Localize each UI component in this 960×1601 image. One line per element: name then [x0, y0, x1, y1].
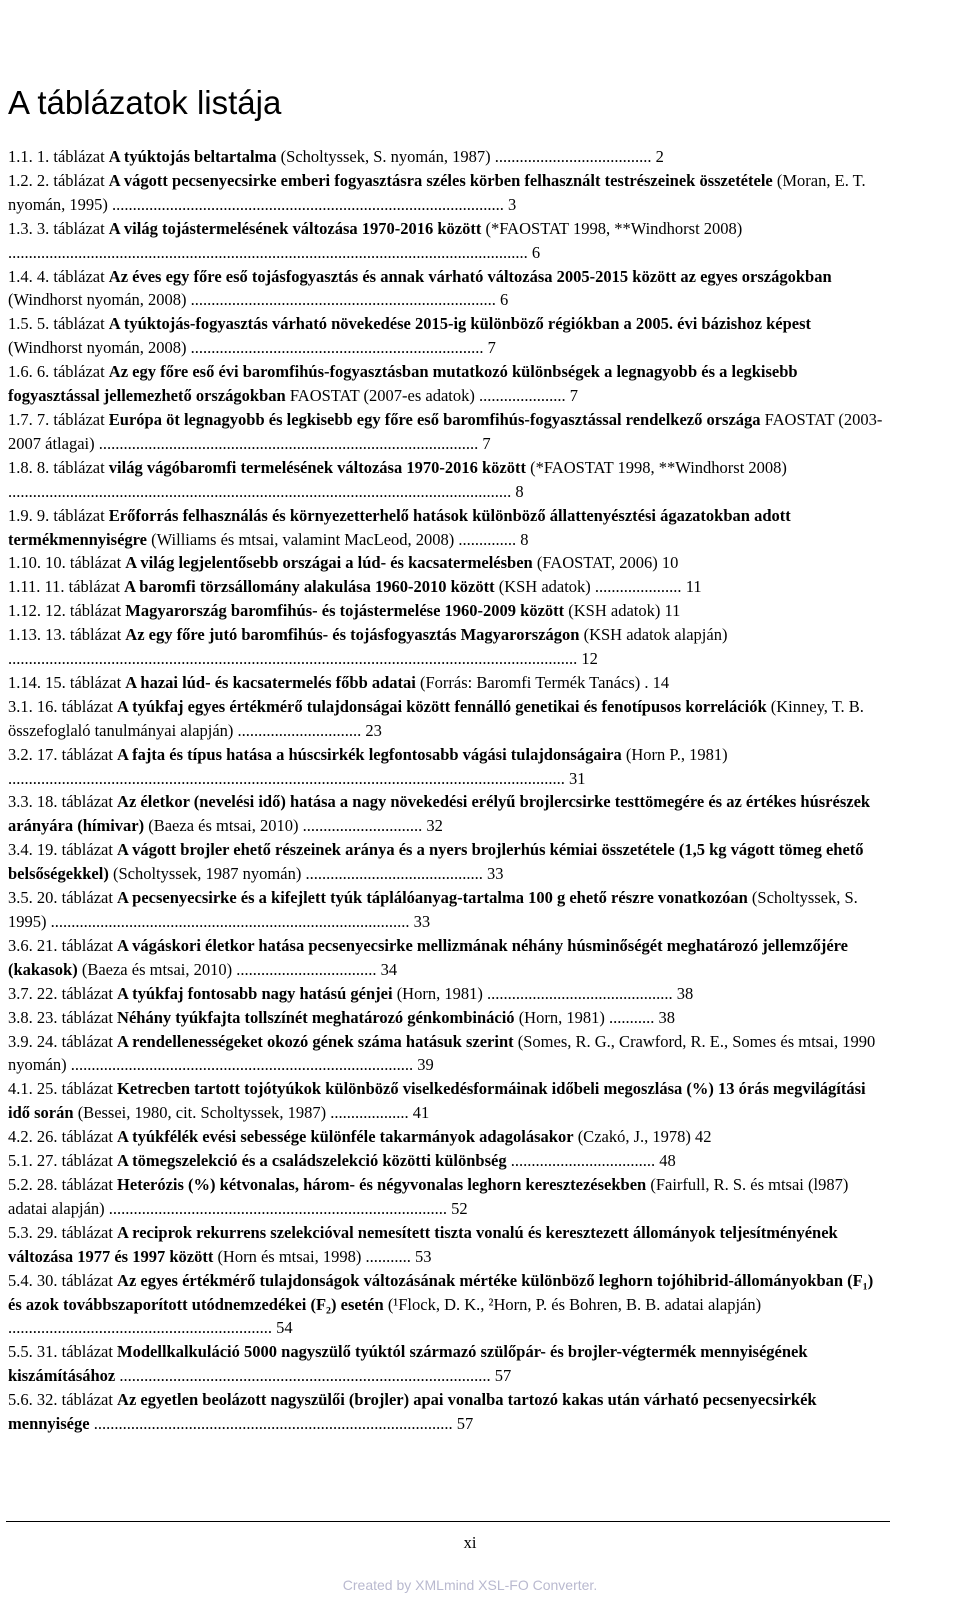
entry-page: 32 [422, 816, 443, 836]
entry-number: 1.7. 7. táblázat [8, 409, 109, 429]
entry-page: 8 [511, 481, 524, 501]
entry-reference: (Moran, E. T. nyomán, 1995) ............................................................................................... [8, 170, 866, 214]
entry-page: 54 [272, 1318, 293, 1338]
entry-title: A világ tojástermelésének változása 1970-2016 között [108, 218, 482, 238]
entry-title: Heterózis (%) kétvonalas, három- és négyvonalas leghorn keresztezésekben [117, 1174, 647, 1194]
page-number: xi [463, 1533, 477, 1552]
toc-entry[interactable] [8, 886, 888, 934]
entry-reference: (Williams és mtsai, valamint MacLeod, 2008) .............. [147, 529, 517, 549]
entry-number: 1.14. 15. táblázat [8, 672, 126, 692]
entry-number: 4.2. 26. táblázat [8, 1127, 118, 1147]
entry-title: A vágott brojler ehető részeinek aránya és a nyers brojlerhús kémiai összetétele (1,5 kg vágott tömeg ehető belsőségekkel) [8, 840, 864, 884]
entry-reference: ....................................................................................... [89, 1414, 453, 1434]
entry-number: 1.6. 6. táblázat [8, 362, 109, 382]
entry-title: A rendellenességeket okozó gének száma hatásuk szerint [117, 1031, 514, 1051]
entry-reference: (KSH adatok) ..................... [494, 577, 682, 597]
entry-reference: (¹Flock, D. K., ²Horn, P. és Bohren, B. B. adatai alapján) ................................................................ [8, 1294, 762, 1338]
entry-number: 3.6. 21. táblázat [8, 935, 118, 955]
entry-title: Ketrecben tartott tojótyúkok különböző viselkedésformáinak időbeli megoszlása (%) 13 órás megvilágítási idő során [8, 1079, 866, 1123]
entry-page: 39 [413, 1055, 434, 1075]
entry-page: 6 [495, 290, 509, 310]
entry-page: 52 [447, 1198, 468, 1218]
entry-page: 33 [482, 864, 504, 884]
toc-entry[interactable] [8, 575, 888, 599]
entry-title: A világ legjelentősebb országai a lúd- és kacsatermelésben [125, 553, 533, 573]
entry-number: 5.3. 29. táblázat [8, 1222, 118, 1242]
entry-number: 4.1. 25. táblázat [8, 1079, 118, 1099]
entry-title: A tyúkfaj fontosabb nagy hatású génjei [117, 983, 393, 1003]
entry-page: 57 [490, 1366, 512, 1386]
toc-entry[interactable] [8, 265, 888, 313]
entry-page: 7 [565, 386, 579, 406]
entry-page: 23 [361, 720, 382, 740]
entry-reference: (Bessei, 1980, cit. Scholtyssek, 1987) ................... [73, 1103, 409, 1123]
toc-entry[interactable] [8, 360, 888, 408]
entry-title: A vágott pecsenyecsirke emberi fogyasztásra széles körben felhasznált testrészeinek összetétele [108, 170, 773, 190]
entry-reference: (Windhorst nyomán, 2008) .......................................................................... [8, 290, 496, 310]
entry-reference: (FAOSTAT, 2006) [532, 553, 658, 573]
entry-number: 1.1. 1. táblázat [8, 147, 109, 166]
entry-title: Az egyetlen beolázott nagyszülői (brojler) apai vonalba tartozó kakas után várható pecsenyecsirkék mennyisége [8, 1390, 817, 1434]
entry-page: 14 [648, 672, 670, 692]
toc-entry[interactable] [8, 551, 888, 575]
entry-reference: (Scholtyssek, S. 1995) ....................................................................................... [8, 888, 858, 931]
entry-number: 3.4. 19. táblázat [8, 840, 118, 860]
entry-title: A tyúkfaj egyes értékmérő tulajdonságai között fennálló genetikai és fenotípusos korrelációk [117, 696, 767, 716]
entry-title: A pecsenyecsirke és a kifejlett tyúk táplálóanyag-tartalma 100 g ehető részre vonatkozóan [117, 888, 748, 908]
entry-number: 1.2. 2. táblázat [8, 170, 109, 190]
entry-number: 5.4. 30. táblázat [8, 1270, 118, 1290]
entry-reference: (Kinney, T. B. összefoglaló tanulmányai alapján) .............................. [8, 696, 864, 740]
toc-entry[interactable] [8, 217, 888, 265]
entry-reference: .......................................................................................... [115, 1366, 491, 1386]
table-list [8, 145, 888, 1436]
entry-title: A baromfi törzsállomány alakulása 1960-2010 között [124, 577, 495, 597]
entry-number: 1.8. 8. táblázat [8, 457, 109, 477]
entry-number: 3.1. 16. táblázat [8, 696, 118, 716]
entry-page: 53 [410, 1246, 432, 1266]
entry-page: 57 [452, 1414, 474, 1434]
toc-entry[interactable] [8, 599, 888, 623]
entry-number: 1.5. 5. táblázat [8, 314, 109, 334]
toc-entry[interactable] [8, 790, 888, 838]
entry-number: 3.8. 23. táblázat [8, 1007, 118, 1027]
footer-divider [6, 1521, 890, 1522]
entry-page: 8 [516, 529, 529, 549]
toc-entry[interactable] [8, 456, 888, 504]
entry-title: Néhány tyúkfajta tollszínét meghatározó génkombináció [117, 1007, 515, 1027]
toc-entry[interactable] [8, 838, 888, 886]
converter-credit: Created by XMLmind XSL-FO Converter. [342, 1577, 598, 1593]
entry-title: Az életkor (nevelési idő) hatása a nagy növekedési erélyű brojlercsirke testtömegére és az értékes húsrészek arányára (hímivar) [8, 792, 871, 836]
entry-page: 6 [527, 242, 541, 262]
entry-title: A vágáskori életkor hatása pecsenyecsirke mellizmának néhány húsminőségét meghatározó jellemzőjére (kakasok) [8, 935, 848, 979]
entry-reference: (Forrás: Baromfi Termék Tanács) . [415, 672, 649, 692]
entry-title: A fajta és típus hatása a húscsirkék legfontosabb vágási tulajdonságaira [117, 744, 622, 764]
entry-reference: (Horn P., 1981) ....................................................................................................................................... [8, 744, 728, 788]
toc-entry[interactable] [8, 1388, 888, 1436]
entry-reference: (Horn és mtsai, 1998) ........... [213, 1246, 411, 1266]
entry-number: 3.2. 17. táblázat [8, 744, 118, 764]
entry-number: 1.3. 3. táblázat [8, 218, 109, 238]
entry-number: 5.5. 31. táblázat [8, 1342, 118, 1362]
entry-reference: ................................... [506, 1151, 656, 1171]
toc-entry[interactable] [8, 1269, 888, 1341]
entry-reference: (Scholtyssek, 1987 nyomán) ........................................... [108, 864, 483, 884]
entry-title: Európa öt legnagyobb és legkisebb egy főre eső baromfihús-fogyasztással rendelkező országa [108, 409, 761, 429]
entry-number: 1.10. 10. táblázat [8, 553, 126, 573]
entry-number: 3.3. 18. táblázat [8, 792, 118, 812]
entry-title: Az egyes értékmérő tulajdonságok változásának mértéke különböző leghorn tojóhibrid-állományokban (F₁) és azok továbbszaporított utódnemzedékei (F₂) esetén [8, 1270, 874, 1314]
entry-page: 48 [655, 1151, 676, 1171]
entry-page: 7 [478, 433, 491, 453]
entry-page: 3 [503, 194, 517, 214]
entry-title: A reciprok rekurrens szelekcióval nemesített tiszta vonalú és keresztezett állományok teljesítményének változása 1977 és 1997 között [8, 1222, 838, 1266]
entry-number: 3.7. 22. táblázat [8, 983, 118, 1003]
entry-number: 1.9. 9. táblázat [8, 505, 109, 525]
entry-reference: (Czakó, J., 1978) 42 [573, 1127, 712, 1147]
toc-entry[interactable] [8, 145, 888, 169]
toc-entry[interactable] [8, 408, 888, 456]
entry-page: 34 [376, 959, 398, 979]
entry-reference: FAOSTAT (2007-es adatok) ..................... [285, 386, 566, 406]
entry-page: 10 [657, 553, 679, 573]
entry-reference: (*FAOSTAT 1998, **Windhorst 2008) .......................................................................................................................... [8, 457, 787, 501]
entry-reference: (Baeza és mtsai, 2010) ............................. [144, 816, 423, 836]
toc-entry[interactable] [8, 169, 888, 217]
toc-entry[interactable] [8, 1173, 888, 1221]
toc-entry[interactable] [8, 1125, 888, 1149]
page-title: A táblázatok listája [8, 84, 282, 121]
entry-page: 11 [681, 577, 702, 597]
toc-entry[interactable] [8, 695, 888, 743]
entry-title: Az éves egy főre eső tojásfogyasztás és annak várható változása 2005-2015 között az egyes országokban [108, 266, 832, 286]
entry-reference: (Baeza és mtsai, 2010) .................................. [77, 959, 377, 979]
entry-page: 38 [654, 1007, 675, 1027]
entry-number: 5.1. 27. táblázat [8, 1151, 118, 1171]
entry-reference: (Horn, 1981) ............................................. [392, 983, 673, 1003]
entry-reference: (Scholtyssek, S. nyomán, 1987) ...................................... [276, 147, 652, 166]
toc-entry[interactable] [8, 671, 888, 695]
entry-number: 1.12. 12. táblázat [8, 601, 126, 621]
entry-number: 5.6. 32. táblázat [8, 1390, 118, 1410]
entry-title: A tyúktojás-fogyasztás várható növekedése 2015-ig különböző régiókban a 2005. évi bázishoz képest [108, 314, 811, 334]
entry-reference: (KSH adatok) [564, 601, 661, 621]
toc-entry[interactable] [8, 1077, 888, 1125]
toc-entry[interactable] [8, 623, 888, 671]
entry-title: Az egy főre eső évi baromfihús-fogyasztásban mutatkozó különbségek a legnagyobb és a legkisebb fogyasztással jellemezhető országokban [8, 362, 798, 406]
entry-reference: (Horn, 1981) ........... [514, 1007, 655, 1027]
entry-title: Modellkalkuláció 5000 nagyszülő tyúktól származó szülőpár- és brojler-végtermék mennyiségének kiszámításához [8, 1342, 808, 1386]
entry-reference: (KSH adatok alapján) .......................................................................................................................................... [8, 625, 728, 669]
entry-number: 3.9. 24. táblázat [8, 1031, 118, 1051]
entry-title: Erőforrás felhasználás és környezetterhelő hatások különböző állattenyésztési ágazatokban adott termékmennyiségre [8, 505, 791, 549]
toc-entry[interactable] [8, 982, 888, 1006]
entry-page: 12 [577, 649, 598, 669]
entry-reference: (Fairfull, R. S. és mtsai (l987) adatai alapján) .................................................................................. [8, 1174, 849, 1218]
entry-page: 2 [651, 147, 664, 166]
entry-number: 5.2. 28. táblázat [8, 1174, 118, 1194]
toc-entry[interactable] [8, 1006, 888, 1030]
entry-title: A tyúktojás beltartalma [108, 147, 277, 166]
entry-reference: FAOSTAT (2003-2007 átlagai) ............................................................................................ [8, 409, 883, 453]
entry-title: A hazai lúd- és kacsatermelés főbb adatai [125, 672, 416, 692]
entry-number: 1.13. 13. táblázat [8, 625, 126, 645]
entry-reference: (*FAOSTAT 1998, **Windhorst 2008) .............................................................................................................................. [8, 218, 743, 262]
toc-entry[interactable] [8, 312, 888, 360]
toc-entry[interactable] [8, 1149, 888, 1173]
entry-title: A tömegszelekció és a családszelekció közötti különbség [117, 1151, 507, 1171]
entry-title: A tyúkfélék evési sebessége különféle takarmányok adagolásakor [117, 1127, 574, 1147]
entry-page: 11 [660, 601, 681, 621]
entry-page: 33 [409, 912, 431, 931]
entry-reference: (Windhorst nyomán, 2008) ....................................................................... [8, 338, 484, 358]
toc-entry[interactable] [8, 1030, 888, 1078]
entry-title: Magyarország baromfihús- és tojástermelése 1960-2009 között [125, 601, 565, 621]
toc-entry[interactable] [8, 1340, 888, 1388]
entry-number: 1.11. 11. táblázat [8, 577, 125, 597]
toc-entry[interactable] [8, 504, 888, 552]
entry-page: 7 [483, 338, 496, 358]
entry-reference: (Somes, R. G., Crawford, R. E., Somes és mtsai, 1990 nyomán) ................................................................................... [8, 1031, 876, 1075]
toc-entry[interactable] [8, 743, 888, 791]
entry-title: világ vágóbaromfi termelésének változása 1970-2016 között [108, 457, 526, 477]
entry-number: 3.5. 20. táblázat [8, 888, 118, 908]
entry-page: 41 [408, 1103, 430, 1123]
toc-entry[interactable] [8, 934, 888, 982]
toc-entry[interactable] [8, 1221, 888, 1269]
entry-page: 38 [672, 983, 694, 1003]
entry-page: 31 [564, 768, 586, 788]
entry-title: Az egy főre jutó baromfihús- és tojásfogyasztás Magyarországon [125, 625, 580, 645]
entry-number: 1.4. 4. táblázat [8, 266, 109, 286]
